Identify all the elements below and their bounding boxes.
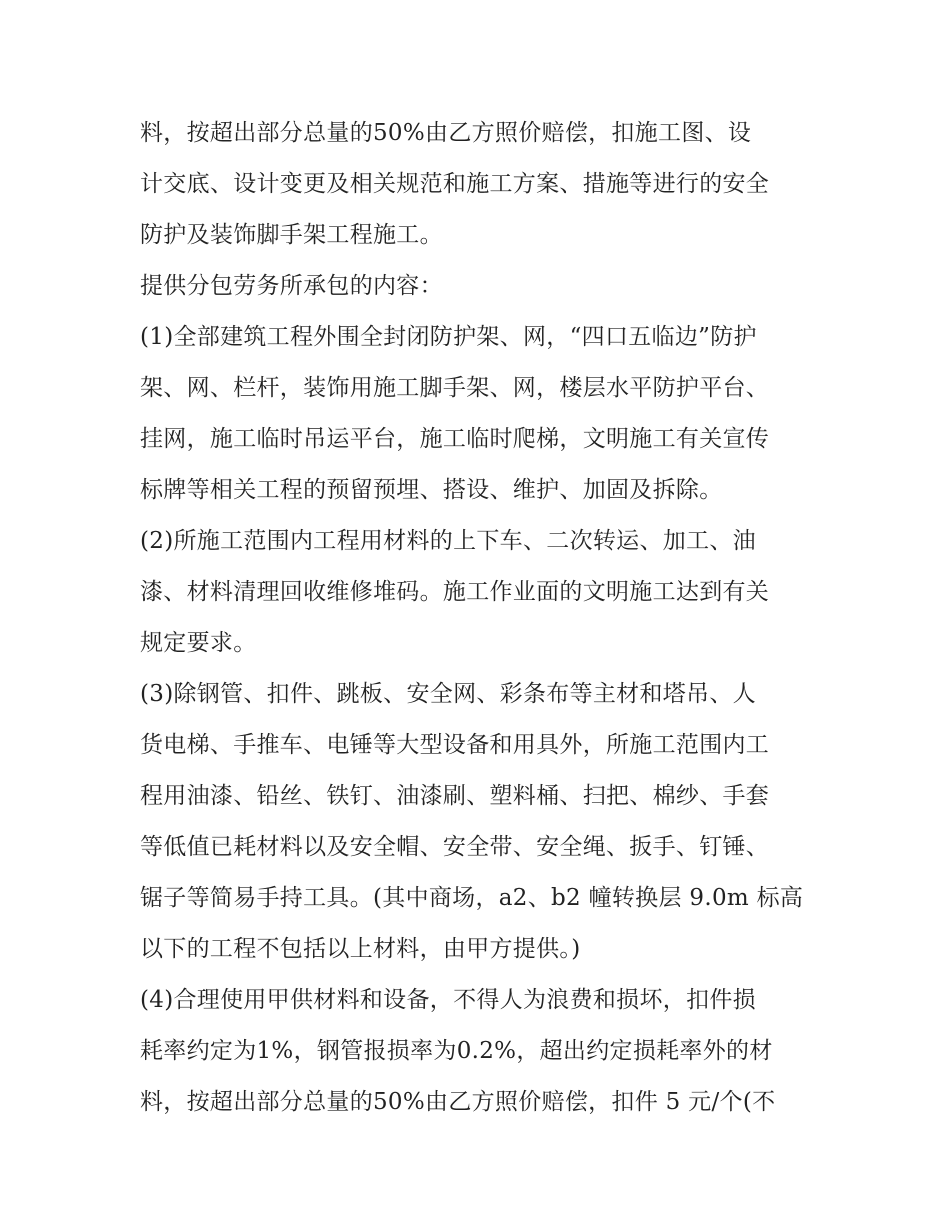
document-body (140, 108, 820, 1128)
text-line: 标牌等相关工程的预留预埋、搭设、维护、加固及拆除。 (140, 477, 723, 503)
text-line: 以下的工程不包括以上材料，由甲方提供。) (140, 936, 581, 962)
text-line: (4)合理使用甲供材料和设备，不得人为浪费和损坏，扣件损 (140, 987, 756, 1013)
text-line: 料，按超出部分总量的50%由乙方照价赔偿，扣件 5 元/个(不 (140, 1089, 776, 1115)
section-heading: 提供分包劳务所承包的内容： (140, 273, 443, 299)
text-line: 规定要求。 (140, 630, 257, 656)
text-line: (3)除钢管、扣件、跳板、安全网、彩条布等主材和塔吊、人 (140, 681, 756, 707)
text-line: 挂网，施工临时吊运平台，施工临时爬梯，文明施工有关宣传 (140, 426, 770, 452)
text-line: 防护及装饰脚手架工程施工。 (140, 222, 443, 248)
text-line: (2)所施工范围内工程用材料的上下车、二次转运、加工、油 (140, 528, 756, 554)
text-line: 锯子等简易手持工具。(其中商场，a2、b2 幢转换层 9.0m 标高 (140, 885, 804, 911)
text-line: 耗率约定为1%，钢管报损率为0.2%，超出约定损耗率外的材 (140, 1038, 773, 1064)
text-line: 货电梯、手推车、电锤等大型设备和用具外，所施工范围内工 (140, 732, 770, 758)
text-line: (1)全部建筑工程外围全封闭防护架、网，“四口五临边”防护 (140, 324, 757, 350)
text-line: 料，按超出部分总量的50%由乙方照价赔偿，扣施工图、设 (140, 120, 752, 146)
text-line: 程用油漆、铅丝、铁钉、油漆刷、塑料桶、扫把、棉纱、手套 (140, 783, 770, 809)
text-line: 架、网、栏杆，装饰用施工脚手架、网，楼层水平防护平台、 (140, 375, 770, 401)
text-line: 计交底、设计变更及相关规范和施工方案、措施等进行的安全 (140, 171, 770, 197)
text-line: 等低值已耗材料以及安全帽、安全带、安全绳、扳手、钉锤、 (140, 834, 770, 860)
text-line: 漆、材料清理回收维修堆码。施工作业面的文明施工达到有关 (140, 579, 770, 605)
